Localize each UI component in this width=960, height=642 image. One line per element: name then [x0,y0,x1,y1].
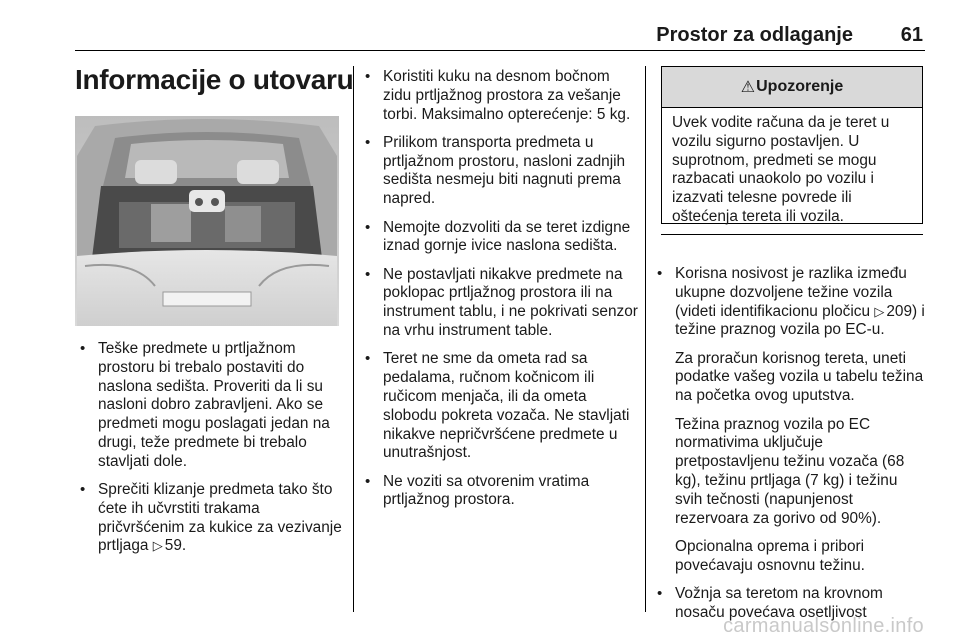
paragraph: Težina praznog vozila po EC normativima uključuje pretpostavljenu težinu vozača (68 kg), težinu prtljaga (7 kg) i težinu svih tečnosti (napunjenost rezervoara za gorivo od 90%). [675,415,905,527]
watermark: carmanualsonline.info [723,615,924,637]
warning-separator [661,234,923,235]
list-item: • Koristiti kuku na desnom bočnom zidu prtljažnog prostora za vešanje torbi. Maksimalno opterećenje: 5 kg. [360,68,638,124]
list-item-text: Sprečiti klizanje predmeta tako što ćete ih učvrstiti trakama pričvršćenim za kukice za vezivanje prtljaga [98,481,342,555]
warning-box [661,66,923,224]
car-trunk-illustration [75,116,339,326]
list-item: • Teret ne sme da ometa rad sa pedalama, ručnom kočnicom ili ručicom menjača, ili da ometa slobodu pokreta vozača. Ne stavljati nikakve nepričvršćene predmete u unutrašnjost. [360,350,638,463]
right-column [652,265,928,632]
paragraph: Opcionalna oprema i pribori povećavaju osnovnu težinu. [675,537,865,574]
section-title: Informacije o utovaru [75,64,354,95]
warning-text: Uvek vodite računa da je teret u vozilu sigurno postavljen. U suprotnom, predmeti se mogu razbacati unaokolo po vozilu i izazvati telesne povrede ili oštećenja tereta ili vozila. [672,114,890,225]
list-item-text: Korisna nosivost je razlika između ukupne dozvoljene težine vozila (videti identifikacionu pločicu [675,265,907,320]
list-item: • Vožnja sa teretom na krovnom nosaču povećava osetljivost [652,585,928,623]
middle-column [360,68,638,520]
warning-header [662,67,922,108]
list-item: • Ne voziti sa otvorenim vratima prtljažnog prostora. [360,473,638,511]
list-item-text: težine praznog vozila po EC-u. [675,321,885,339]
list-item: • Teške predmete u prtljažnom prostoru bi trebalo postaviti do naslona sedišta. Proveriti da li su nasloni dobro zabravljeni. Ako se predmeti mogu poslagati jedan na drugi, teže predmete bi trebalo stavljati dole. [75,340,350,472]
list-item [652,265,928,340]
list-item: • Nemojte dozvoliti da se teret izdigne iznad gornje ivice naslona sedišta. [360,219,638,257]
list-item: • Prilikom transporta predmeta u prtljažnom prostoru, nasloni zadnjih sedišta nesmeju biti nagnuti prema napred. [360,134,638,209]
trunk-photo [75,116,339,326]
page-number: 61 [900,24,923,46]
list-item [75,481,350,556]
left-column [75,340,350,566]
warning-title: Upozorenje [756,78,844,95]
triangle-right-outline-icon[interactable]: ▷ [874,303,885,319]
column-divider-left [353,66,354,612]
column-divider-right [645,66,646,612]
cross-reference-link[interactable]: 59. [164,537,187,555]
header-title: Prostor za odlaganje [656,24,853,46]
list-item: • Ne postavljati nikakve predmete na poklopac prtljažnog prostora ili na instrument tablu, i ne pokrivati senzor na vrhu instrument table. [360,266,638,341]
cross-reference-link[interactable]: 209) i [886,302,925,320]
paragraph: Za proračun korisnog tereta, uneti podatke vašeg vozila u tabelu težina na početka ovog uputstva. [675,349,924,405]
warning-triangle-icon: ⚠ [740,79,756,96]
page-header [75,0,925,51]
triangle-right-outline-icon[interactable]: ▷ [152,538,163,554]
